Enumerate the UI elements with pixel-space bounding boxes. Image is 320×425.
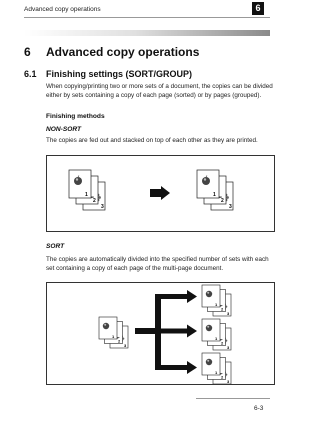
sort-figure	[46, 282, 275, 385]
chapter-heading-number: 6	[24, 45, 31, 59]
non-sort-illustration: 1	[47, 156, 274, 231]
header-rule	[24, 17, 270, 18]
non-sort-heading: NON-SORT	[46, 126, 82, 133]
intro-paragraph: When copying/printing two or more sets of a document, the copies can be divided either by sets containing a copy of each page (sorted) or by pages (grouped).	[46, 83, 273, 99]
non-sort-description: The copies are fed out and stacked on top of each other as they are printed.	[46, 137, 258, 144]
section-heading	[24, 69, 192, 79]
sorted-set-2	[202, 319, 231, 350]
sort-illustration: 3 2 1	[47, 283, 274, 384]
running-header-title: Advanced copy operations	[24, 6, 101, 13]
copied-page-stack	[197, 170, 233, 210]
chapter-heading-title: Advanced copy operations	[46, 45, 200, 59]
sorted-set-1	[202, 285, 231, 316]
sort-description: The copies are automatically divided into the specified number of sets with each set containing a copy of each page of the multi-page document.	[46, 256, 269, 272]
non-sort-figure	[46, 155, 275, 232]
output-arrow-icon	[150, 186, 170, 200]
section-heading-number: 6.1	[24, 69, 37, 79]
chapter-gradient-bar	[24, 30, 270, 36]
page-number: 6-3	[254, 405, 264, 412]
finishing-methods-heading: Finishing methods	[46, 113, 105, 120]
original-page-stack	[99, 317, 128, 348]
chapter-tab: 6	[252, 2, 264, 15]
sorted-set-3	[202, 353, 231, 384]
sort-distribution-arrows	[135, 290, 197, 374]
section-heading-title: Finishing settings (SORT/GROUP)	[46, 69, 192, 79]
footer-rule	[196, 398, 270, 399]
sort-heading: SORT	[46, 243, 65, 250]
chapter-heading	[24, 45, 199, 59]
original-page-stack	[69, 170, 105, 210]
